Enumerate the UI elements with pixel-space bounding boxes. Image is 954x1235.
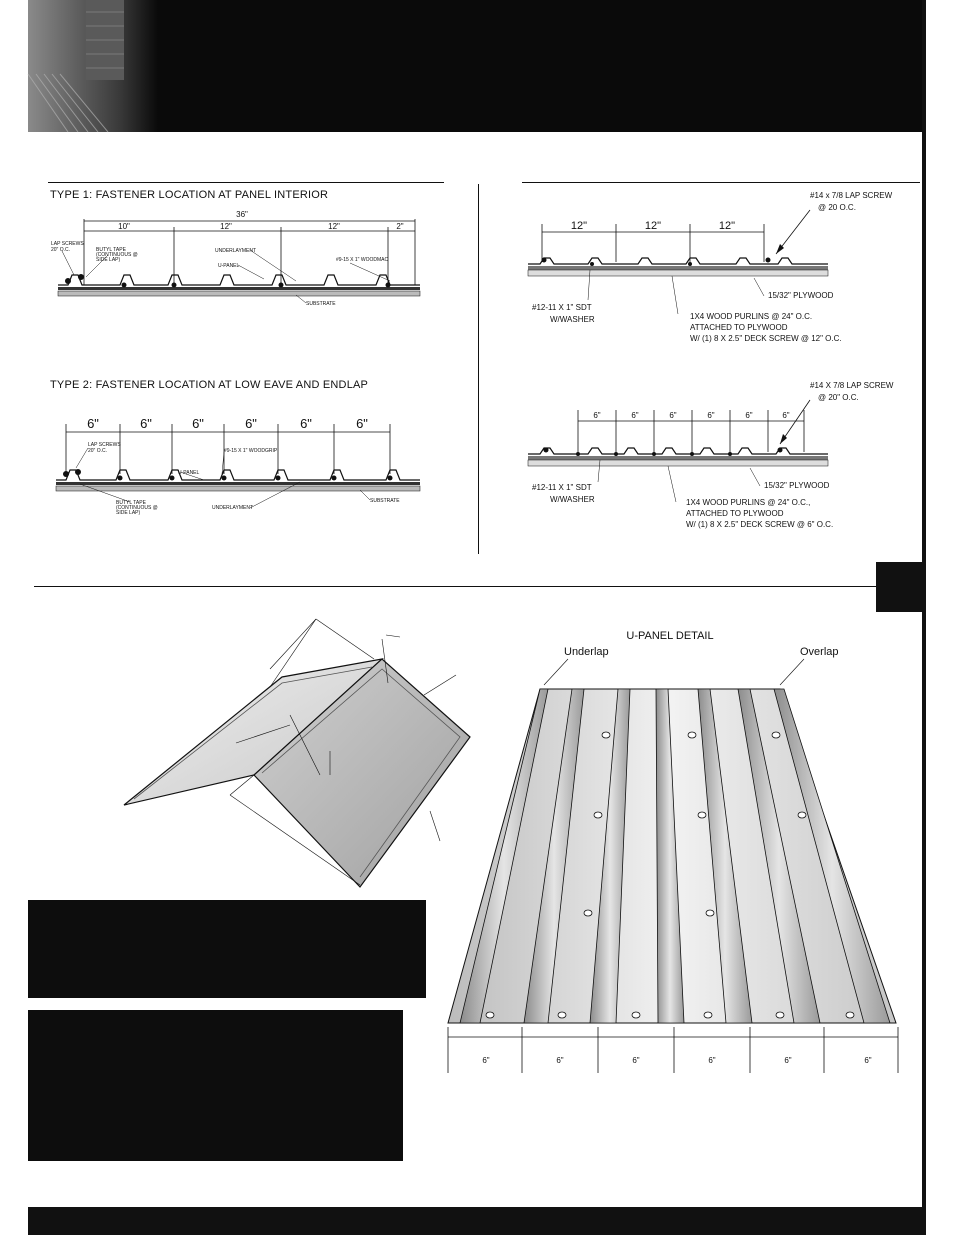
header-photo (28, 0, 158, 132)
overlap-label: Overlap (800, 646, 839, 658)
section-divider (34, 586, 876, 587)
type2-butyl: BUTYL TAPE (116, 500, 146, 506)
type2-dim-4: 6" (245, 416, 257, 431)
detail-b-dim-5: 6" (745, 411, 753, 420)
detail-b-lap-screw: #14 X 7/8 LAP SCREW (810, 381, 894, 390)
detail-a-sdt-2: W/WASHER (550, 315, 595, 324)
right-border (922, 0, 926, 1235)
detail-a-purlins-3: W/ (1) 8 X 2.5" DECK SCREW @ 12" O.C. (690, 334, 842, 343)
type2-lap-screws-spacing: 20" O.C. (88, 448, 108, 454)
type1-butyl: BUTYL TAPE (96, 247, 126, 253)
type2-butyl-3: SIDE LAP) (116, 510, 141, 516)
type2-dim-5: 6" (300, 416, 312, 431)
type2-dim-3: 6" (192, 416, 204, 431)
type2-dim-6: 6" (356, 416, 368, 431)
detail-b-sdt-2: W/WASHER (550, 495, 595, 504)
detail-a-purlins: 1X4 WOOD PURLINS @ 24" O.C. (690, 312, 813, 321)
type2-diagram (50, 410, 440, 520)
detail-b-lap-screw-spacing: @ 20" O.C. (818, 393, 859, 402)
type1-substrate: SUBSTRATE (306, 301, 336, 307)
type1-total-dim: 36" (236, 210, 248, 219)
upanel-dim-3: 6" (632, 1056, 640, 1065)
detail-b-plywood: 15/32" PLYWOOD (764, 481, 830, 490)
detail-b-dim-2: 6" (631, 411, 639, 420)
type2-upanel: U-PANEL (178, 470, 200, 476)
upanel-title: U-PANEL DETAIL (626, 630, 714, 642)
detail-a-sdt: #12-11 X 1" SDT (532, 303, 592, 312)
detail-a-lap-screw-spacing: @ 20 O.C. (818, 203, 856, 212)
type1-butyl-2: (CONTINUOUS @ (96, 252, 138, 258)
detail-b-dim-4: 6" (707, 411, 715, 420)
type1-dim-4: 2" (396, 222, 404, 231)
upanel-dim-4: 6" (708, 1056, 716, 1065)
type1-diagram (50, 205, 440, 315)
info-box-1 (28, 900, 426, 998)
underlap-label: Underlap (564, 646, 609, 658)
detail-b-dim-3: 6" (669, 411, 677, 420)
type1-dim-2: 12" (220, 222, 232, 231)
type2-title: TYPE 2: FASTENER LOCATION AT LOW EAVE AND ENDLAP (50, 379, 369, 391)
upanel-detail-illustration (440, 625, 910, 1075)
detail-a-lap-screw: #14 x 7/8 LAP SCREW (810, 191, 893, 200)
detail-b-dim-1: 6" (593, 411, 601, 420)
upanel-dim-2: 6" (556, 1056, 564, 1065)
detail-a-diagram (528, 188, 908, 348)
type2-dim-1: 6" (87, 416, 99, 431)
upanel-dim-6: 6" (864, 1056, 872, 1065)
detail-b-sdt: #12-11 X 1" SDT (532, 483, 592, 492)
type1-lap-screws-spacing: 20" O.C. (51, 247, 71, 253)
detail-b-dim-6: 6" (782, 411, 790, 420)
detail-b-diagram (528, 378, 908, 538)
type2-lap-screws: LAP SCREWS (88, 442, 121, 448)
detail-a-dim-1: 12" (570, 220, 588, 232)
info-box-2 (28, 1010, 403, 1161)
footer-bar (28, 1207, 926, 1235)
detail-b-purlins: 1X4 WOOD PURLINS @ 24" O.C., (686, 498, 811, 507)
header-banner (28, 0, 926, 132)
type1-upanel: U-PANEL (218, 263, 240, 269)
side-tab (876, 562, 926, 612)
column-divider (478, 184, 479, 554)
upanel-dim-5: 6" (784, 1056, 792, 1065)
type1-dim-1: 10" (118, 222, 130, 231)
detail-b-purlins-3: W/ (1) 8 X 2.5" DECK SCREW @ 6" O.C. (686, 520, 834, 529)
type2-fastener: #9-15 X 1" WOODGRIP (224, 448, 278, 454)
type1-dim-3: 12" (328, 222, 340, 231)
detail-a-plywood: 15/32" PLYWOOD (768, 291, 834, 300)
type1-lap-screws: LAP SCREWS (51, 241, 84, 247)
type1-title: TYPE 1: FASTENER LOCATION AT PANEL INTERIOR (50, 189, 329, 201)
type2-substrate: SUBSTRATE (370, 498, 400, 504)
detail-a-dim-3: 12" (718, 220, 736, 232)
type1-underlayment: UNDERLAYMENT (215, 248, 257, 254)
type2-dim-2: 6" (140, 416, 152, 431)
type1-butyl-3: SIDE LAP) (96, 257, 121, 263)
detail-a-dim-2: 12" (644, 220, 662, 232)
detail-b-purlins-2: ATTACHED TO PLYWOOD (686, 509, 784, 518)
upanel-dim-1: 6" (482, 1056, 490, 1065)
type2-butyl-2: (CONTINUOUS @ (116, 505, 158, 511)
type1-fastener: #9-15 X 1" WOODMAC (336, 257, 389, 263)
type2-underlayment: UNDERLAYMENT (212, 505, 254, 511)
detail-a-purlins-2: ATTACHED TO PLYWOOD (690, 323, 788, 332)
ridge-cap-illustration (120, 615, 470, 890)
detail-rule (522, 182, 920, 183)
type1-rule (48, 182, 444, 183)
